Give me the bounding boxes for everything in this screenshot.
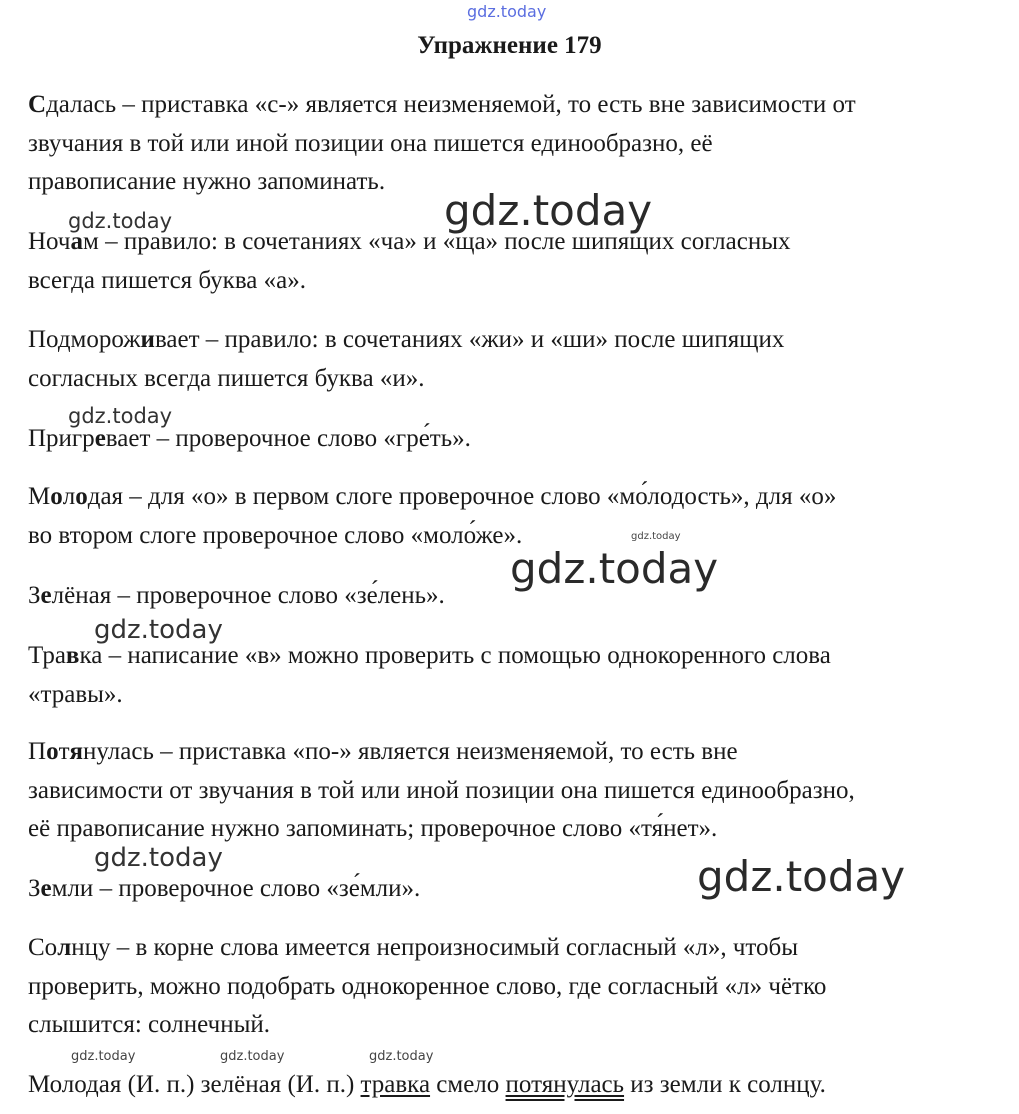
watermark: gdz.today bbox=[68, 209, 173, 233]
entry-sdalas: Сдалась – приставка «с-» является неизменяемой, то есть вне зависимости от звучания в той или иной позиции она пишется единообразно, её правописание нужно запоминать. bbox=[28, 91, 856, 195]
watermark: gdz.today bbox=[220, 1049, 285, 1064]
watermark: gdz.today bbox=[444, 186, 653, 235]
word: Зелёная bbox=[28, 582, 112, 609]
watermark: gdz.today bbox=[71, 1049, 136, 1064]
entry-potyanulas: Потянулась – приставка «по-» является неизменяемой, то есть вне зависимости от звучания в той или иной позиции она пишется единообразно, её правописание нужно запоминать; проверочное слово «тя́нет». bbox=[28, 738, 855, 842]
watermark: gdz.today bbox=[94, 843, 223, 873]
final-sentence: Молодая (И. п.) зелёная (И. п.) травка смело потянулась из земли к солнцу. bbox=[28, 1071, 826, 1098]
word: Ночам bbox=[28, 228, 99, 255]
entry-molodaya: Молодая – для «о» в первом слоге проверочное слово «мо́лодость», для «о» во втором слоге проверочное слово «моло́же». bbox=[28, 483, 837, 549]
entry-travka: Травка – написание «в» можно проверить с помощью однокоренного слова «травы». bbox=[28, 642, 831, 708]
word: Молодая bbox=[28, 483, 124, 510]
watermark: gdz.today bbox=[68, 404, 173, 428]
word: Пригревает bbox=[28, 425, 151, 452]
watermark: gdz.today bbox=[369, 1049, 434, 1064]
entry-podmorazhivaet: Подмороживает – правило: в сочетаниях «жи» и «ши» после шипящих согласных всегда пишется буква «и». bbox=[28, 326, 785, 392]
page-title: Упражнение 179 bbox=[417, 32, 602, 59]
subject-underlined: травка bbox=[360, 1071, 431, 1098]
entry-zemli: Земли – проверочное слово «зе́мли». bbox=[28, 875, 421, 902]
word: Травка bbox=[28, 642, 103, 669]
watermark: gdz.today bbox=[697, 852, 906, 901]
watermark-top: gdz.today bbox=[467, 2, 547, 21]
word: Подмороживает bbox=[28, 326, 200, 353]
word: Сдалась bbox=[28, 91, 117, 118]
word: Земли bbox=[28, 875, 94, 902]
watermark: gdz.today bbox=[510, 544, 719, 593]
predicate-underlined: потянулась bbox=[505, 1071, 625, 1098]
entry-solntsu: Солнцу – в корне слова имеется непроизносимый согласный «л», чтобы проверить, можно подобрать однокоренное слово, где согласный «л» чётко слышится: солнечный. bbox=[28, 934, 827, 1038]
watermark: gdz.today bbox=[631, 531, 681, 542]
word: Потянулась bbox=[28, 738, 154, 765]
entry-prigrevaet: Пригревает – проверочное слово «гре́ть». bbox=[28, 425, 471, 452]
word: Солнцу bbox=[28, 934, 111, 961]
watermark: gdz.today bbox=[94, 615, 223, 645]
entry-zelenaya: Зелёная – проверочное слово «зе́лень». bbox=[28, 582, 445, 609]
entry-nocham: Ночам – правило: в сочетаниях «ча» и «ща» после шипящих согласных всегда пишется буква «а». bbox=[28, 228, 791, 294]
